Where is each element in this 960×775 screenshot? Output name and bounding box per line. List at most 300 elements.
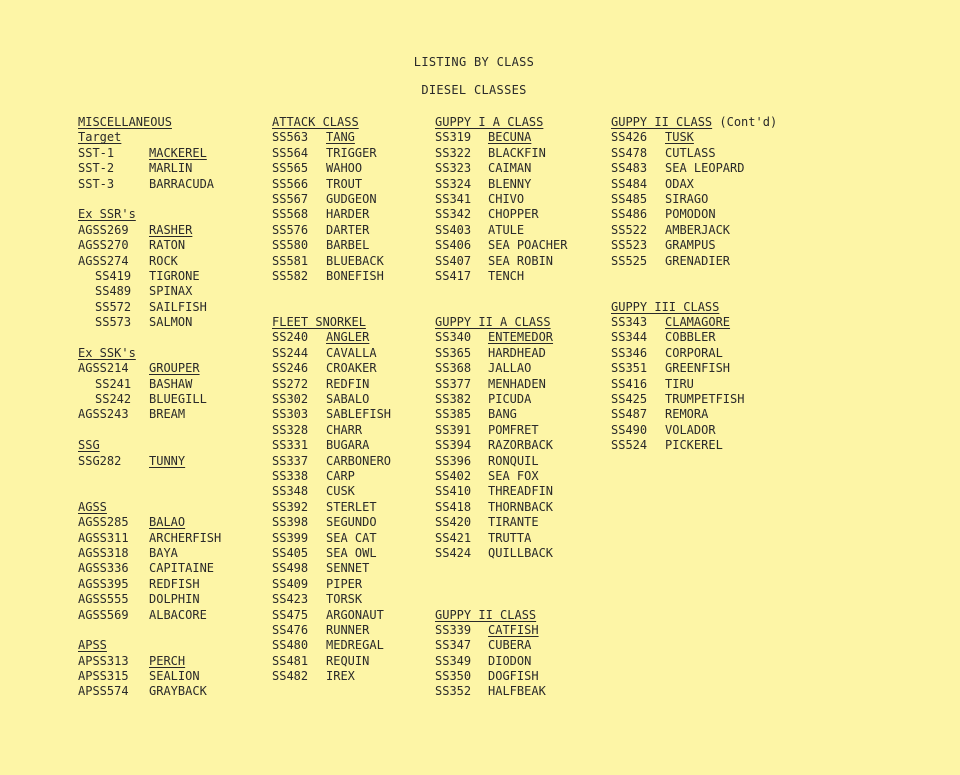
list-item — [611, 177, 777, 192]
section-header-text: GUPPY I A CLASS — [435, 115, 544, 129]
list-item — [435, 654, 551, 669]
hull-number: SS418 — [435, 499, 472, 514]
section-header-text: Target — [78, 130, 122, 145]
hull-number: SS421 — [435, 530, 472, 545]
hull-number: AGSS243 — [78, 407, 129, 422]
boat-name: CAIMAN — [488, 161, 532, 176]
section-header — [611, 115, 777, 130]
list-item — [78, 545, 178, 561]
boat-name: ALBACORE — [149, 607, 207, 622]
list-item — [272, 392, 370, 407]
boat-name: TIGRONE — [149, 268, 200, 283]
boat-name: SEA POACHER — [488, 238, 568, 253]
list-item — [435, 638, 551, 653]
boat-name: TENCH — [488, 268, 525, 283]
section-header — [78, 207, 172, 222]
section-header — [78, 438, 172, 453]
list-item — [78, 407, 186, 422]
hull-number: SS322 — [435, 145, 472, 160]
list-item — [272, 622, 370, 638]
list-item — [435, 377, 551, 392]
hull-number: AGSS555 — [78, 592, 129, 607]
hull-number: SS563 — [272, 130, 309, 145]
hull-number: SS485 — [611, 191, 648, 206]
list-item — [78, 653, 186, 669]
list-item — [435, 223, 551, 238]
list-item — [272, 191, 377, 207]
hull-number: SS324 — [435, 176, 472, 191]
boat-name: CATFISH — [488, 622, 539, 637]
list-item — [435, 454, 551, 469]
boat-name: DOGFISH — [488, 669, 539, 684]
hull-number: SS475 — [272, 607, 309, 622]
hull-number: SS341 — [435, 191, 472, 206]
boat-name: SPINAX — [149, 284, 193, 299]
boat-name: ODAX — [665, 176, 694, 191]
hull-number: SS480 — [272, 638, 309, 653]
boat-name: DIODON — [488, 653, 532, 668]
section-header — [78, 638, 172, 653]
list-item — [272, 653, 370, 669]
boat-name: GRENADIER — [665, 253, 731, 268]
hull-number: AGSS270 — [78, 238, 129, 253]
hull-number: SST-1 — [78, 145, 115, 160]
boat-name: SENNET — [326, 561, 370, 576]
boat-name: THORNBACK — [488, 499, 554, 514]
boat-name: CHIVO — [488, 191, 525, 206]
boat-name: AMBERJACK — [665, 222, 731, 237]
hull-number: SS478 — [611, 145, 648, 160]
hull-number: SS580 — [272, 238, 309, 253]
boat-name: RASHER — [149, 222, 193, 237]
list-item — [78, 253, 178, 269]
list-item — [435, 130, 551, 145]
boat-name: CLAMAGORE — [665, 315, 731, 330]
boat-name: POMFRET — [488, 422, 539, 437]
hull-number: SS405 — [272, 545, 309, 560]
list-item — [611, 392, 777, 407]
list-item — [78, 576, 200, 592]
column-miscellaneous — [78, 115, 222, 700]
hull-number: SS482 — [272, 669, 309, 684]
hull-number: SS340 — [435, 330, 472, 345]
boat-name: TUNNY — [149, 453, 186, 468]
hull-number: APSS313 — [78, 653, 129, 668]
hull-number: SS481 — [272, 653, 309, 668]
hull-number: SS244 — [272, 345, 309, 360]
hull-number: SST-2 — [78, 161, 115, 176]
column-attack-fleet — [272, 115, 392, 684]
list-item — [78, 284, 193, 299]
boat-name: CHOPPER — [488, 207, 539, 222]
list-item — [611, 192, 777, 207]
hull-number: SS337 — [272, 453, 309, 468]
list-item — [78, 361, 200, 376]
hull-number: SS525 — [611, 253, 648, 268]
hull-number: SS409 — [272, 576, 309, 591]
list-item — [272, 222, 370, 238]
list-item — [435, 499, 554, 515]
section-header-text: APSS — [78, 638, 107, 653]
list-item — [78, 561, 215, 576]
hull-number: SS323 — [435, 161, 472, 176]
section-header — [78, 130, 172, 145]
list-item — [611, 254, 777, 269]
boat-name: CROAKER — [326, 361, 377, 376]
boat-name: RONQUIL — [488, 453, 539, 468]
blank-line — [78, 469, 172, 484]
hull-number: SS272 — [272, 376, 309, 391]
hull-number: SS522 — [611, 222, 648, 237]
boat-name: CHARR — [326, 422, 363, 437]
blank-line — [435, 300, 551, 315]
hull-number: SS565 — [272, 161, 309, 176]
boat-name: JALLAO — [488, 361, 532, 376]
hull-number: AGSS336 — [78, 561, 129, 576]
section-header-text: MISCELLANEOUS — [78, 115, 172, 129]
hull-number: SS339 — [435, 622, 472, 637]
hull-number: SS483 — [611, 161, 648, 176]
blank-line — [435, 284, 551, 299]
list-item — [78, 176, 215, 192]
hull-number: SS302 — [272, 392, 309, 407]
boat-name: THREADFIN — [488, 484, 554, 499]
hull-number: SS377 — [435, 376, 472, 391]
list-item — [272, 238, 370, 253]
list-item — [272, 145, 377, 161]
hull-number: SS382 — [435, 392, 472, 407]
list-item — [435, 146, 551, 161]
list-item — [435, 192, 551, 207]
boat-name: STERLET — [326, 499, 377, 514]
section-header-text: GUPPY III CLASS — [611, 299, 720, 314]
list-item — [611, 423, 777, 438]
boat-name: RAZORBACK — [488, 438, 554, 453]
boat-name: IREX — [326, 669, 355, 684]
hull-number: SS246 — [272, 361, 309, 376]
list-item — [78, 161, 193, 176]
list-item — [78, 515, 186, 530]
list-item — [272, 438, 370, 453]
blank-line — [435, 592, 551, 607]
list-item — [272, 423, 366, 438]
blank-line — [611, 284, 777, 299]
list-item — [78, 592, 200, 607]
boat-name: ARGONAUT — [326, 607, 384, 622]
hull-number: SS349 — [435, 653, 472, 668]
hull-number: SS319 — [435, 130, 472, 145]
boat-name: CARBONERO — [326, 453, 392, 468]
hull-number: SS303 — [272, 407, 309, 422]
boat-name: PERCH — [149, 653, 186, 668]
list-item — [435, 423, 551, 438]
section-header — [272, 315, 366, 330]
section-header-text: Ex SSK's — [78, 345, 136, 360]
list-item — [435, 531, 551, 546]
list-item — [272, 376, 370, 392]
boat-name: TRUMPETFISH — [665, 392, 745, 407]
boat-name: TIRU — [665, 376, 694, 391]
section-header-text: GUPPY II CLASS — [611, 115, 713, 129]
list-item — [435, 484, 554, 499]
hull-number: SS419 — [95, 268, 132, 283]
boat-name: SEGUNDO — [326, 515, 377, 530]
list-item — [272, 453, 392, 469]
hull-number: SS399 — [272, 530, 309, 545]
list-item — [272, 161, 366, 176]
list-item — [435, 623, 551, 638]
hull-number: SSG282 — [78, 453, 122, 468]
list-item — [611, 238, 777, 253]
list-item — [272, 592, 366, 607]
boat-name: QUILLBACK — [488, 545, 554, 560]
list-item — [272, 561, 370, 576]
list-item — [611, 130, 777, 145]
hull-number: SS416 — [611, 376, 648, 391]
list-item — [78, 453, 186, 469]
hull-number: SS392 — [272, 499, 309, 514]
boat-name: BLENNY — [488, 176, 532, 191]
hull-number: SS568 — [272, 207, 309, 222]
blank-line — [78, 192, 172, 207]
hull-number: SS391 — [435, 422, 472, 437]
hull-number: SS576 — [272, 222, 309, 237]
list-item — [435, 207, 551, 222]
blank-line — [78, 623, 172, 638]
boat-name: TRIGGER — [326, 145, 377, 160]
hull-number: SS582 — [272, 268, 309, 283]
boat-name: REMORA — [665, 407, 709, 422]
list-item — [611, 223, 777, 238]
hull-number: SS343 — [611, 315, 648, 330]
list-item — [611, 346, 777, 361]
list-item — [435, 361, 551, 376]
boat-name: PICKEREL — [665, 438, 723, 453]
blank-line — [272, 300, 366, 315]
hull-number: AGSS214 — [78, 361, 129, 376]
hull-number: SS348 — [272, 484, 309, 499]
list-item — [78, 299, 207, 315]
list-item — [78, 145, 207, 161]
hull-number: SS487 — [611, 407, 648, 422]
hull-number: SS581 — [272, 253, 309, 268]
hull-number: AGSS569 — [78, 607, 129, 622]
boat-name: GUDGEON — [326, 191, 377, 206]
hull-number: SS368 — [435, 361, 472, 376]
hull-number: SS394 — [435, 438, 472, 453]
boat-name: HARDHEAD — [488, 345, 546, 360]
boat-name: CUTLASS — [665, 145, 716, 160]
hull-number: SS350 — [435, 669, 472, 684]
boat-name: SIRAGO — [665, 191, 709, 206]
boat-name: ENTEMEDOR — [488, 330, 554, 345]
list-item — [272, 361, 377, 376]
section-header-text: FLEET SNORKEL — [272, 315, 366, 330]
hull-number: SST-3 — [78, 176, 115, 191]
hull-number: AGSS318 — [78, 545, 129, 560]
hull-number: SS486 — [611, 207, 648, 222]
hull-number: SS344 — [611, 330, 648, 345]
boat-name: BASHAW — [149, 376, 193, 391]
hull-number: SS406 — [435, 238, 472, 253]
boat-name: RUNNER — [326, 622, 370, 637]
boat-name: RATON — [149, 238, 186, 253]
hull-number: SS572 — [95, 299, 132, 314]
list-item — [435, 330, 554, 345]
hull-number: SS242 — [95, 392, 132, 407]
list-item — [435, 515, 551, 530]
boat-name: POMODON — [665, 207, 716, 222]
hull-number: SS331 — [272, 438, 309, 453]
hull-number: SS342 — [435, 207, 472, 222]
boat-name: VOLADOR — [665, 422, 716, 437]
section-header — [435, 315, 551, 330]
blank-line — [78, 423, 172, 438]
list-item — [272, 268, 384, 284]
list-item — [78, 376, 193, 392]
boat-name: BALAO — [149, 515, 186, 530]
hull-number: SS385 — [435, 407, 472, 422]
boat-name: BARBEL — [326, 238, 370, 253]
list-item — [78, 315, 193, 330]
boat-name: CUBERA — [488, 638, 532, 653]
page-title: LISTING BY CLASS — [413, 55, 535, 69]
blank-line — [78, 484, 172, 499]
boat-name: ROCK — [149, 253, 178, 268]
list-item — [435, 669, 551, 684]
hull-number: SS490 — [611, 422, 648, 437]
boat-name: CAVALLA — [326, 345, 377, 360]
boat-name: TORSK — [326, 592, 363, 607]
hull-number: SS424 — [435, 545, 472, 560]
list-item — [611, 407, 777, 422]
list-item — [435, 161, 551, 176]
list-item — [435, 684, 551, 699]
hull-number: SS484 — [611, 176, 648, 191]
boat-name: ATULE — [488, 222, 525, 237]
hull-number: SS328 — [272, 422, 309, 437]
boat-name: BONEFISH — [326, 268, 384, 283]
list-item — [435, 269, 551, 284]
boat-name: SEA OWL — [326, 545, 377, 560]
list-item — [272, 330, 370, 345]
list-item — [78, 222, 193, 238]
section-header-text: GUPPY II A CLASS — [435, 315, 551, 330]
boat-name: CARP — [326, 468, 355, 483]
section-header-text: Ex SSR's — [78, 207, 136, 222]
boat-name: DOLPHIN — [149, 592, 200, 607]
hull-number: AGSS395 — [78, 576, 129, 591]
list-item — [272, 253, 384, 269]
hull-number: SS365 — [435, 345, 472, 360]
list-item — [272, 545, 377, 561]
boat-name: SALMON — [149, 315, 193, 330]
boat-name: REDFIN — [326, 376, 370, 391]
hull-number: SS566 — [272, 176, 309, 191]
boat-name: BUGARA — [326, 438, 370, 453]
list-item — [611, 207, 777, 222]
list-item — [272, 130, 366, 145]
hull-number: SS241 — [95, 376, 132, 391]
hull-number: SS346 — [611, 345, 648, 360]
list-item — [435, 346, 551, 361]
boat-name: SEA ROBIN — [488, 253, 554, 268]
hull-number: SS498 — [272, 561, 309, 576]
hull-number: SS423 — [272, 592, 309, 607]
list-item — [78, 530, 222, 546]
boat-name: TROUT — [326, 176, 363, 191]
list-item — [435, 438, 554, 453]
boat-name: COBBLER — [665, 330, 716, 345]
hull-number: SS410 — [435, 484, 472, 499]
hull-number: SS402 — [435, 468, 472, 483]
boat-name: CUSK — [326, 484, 355, 499]
hull-number: SS425 — [611, 392, 648, 407]
section-header — [435, 608, 551, 623]
section-header-text: AGSS — [78, 499, 107, 514]
boat-name: HALFBEAK — [488, 684, 546, 699]
boat-name: BLUEGILL — [149, 392, 207, 407]
blank-line — [435, 561, 551, 576]
hull-number: SS398 — [272, 515, 309, 530]
boat-name: MACKEREL — [149, 145, 207, 160]
boat-name: SAILFISH — [149, 299, 207, 314]
hull-number: APSS574 — [78, 684, 129, 699]
boat-name: TRUTTA — [488, 530, 532, 545]
blank-line — [435, 577, 551, 592]
boat-name: GRAMPUS — [665, 238, 716, 253]
hull-number: SS524 — [611, 438, 648, 453]
boat-name: BAYA — [149, 545, 178, 560]
boat-name: MENHADEN — [488, 376, 546, 391]
boat-name: REQUIN — [326, 653, 370, 668]
list-item — [272, 515, 377, 530]
boat-name: BLACKFIN — [488, 145, 546, 160]
list-item — [435, 392, 551, 407]
boat-name: BECUNA — [488, 130, 532, 145]
boat-name: SABLEFISH — [326, 407, 392, 422]
list-item — [78, 607, 207, 623]
boat-name: SABALO — [326, 392, 370, 407]
list-item — [611, 377, 777, 392]
boat-name: MARLIN — [149, 161, 193, 176]
boat-name: TIRANTE — [488, 515, 539, 530]
boat-name: CAPITAINE — [149, 561, 215, 576]
boat-name: ANGLER — [326, 330, 370, 345]
section-header — [78, 115, 172, 130]
list-item — [611, 438, 777, 453]
boat-name: SEA FOX — [488, 468, 539, 483]
section-header-text: GUPPY II CLASS — [435, 607, 537, 622]
list-item — [272, 638, 384, 653]
boat-name: TANG — [326, 130, 355, 145]
list-item — [272, 607, 384, 623]
boat-name: REDFISH — [149, 576, 200, 591]
boat-name: BANG — [488, 407, 517, 422]
hull-number: SS573 — [95, 315, 132, 330]
hull-number: SS420 — [435, 515, 472, 530]
section-header — [611, 300, 777, 315]
boat-name: HARDER — [326, 207, 370, 222]
list-item — [272, 345, 377, 361]
list-item — [272, 530, 377, 546]
section-header — [272, 115, 366, 130]
list-item — [272, 484, 366, 499]
list-item — [272, 669, 366, 684]
list-item — [272, 577, 366, 592]
boat-name: PICUDA — [488, 392, 532, 407]
list-item — [78, 669, 200, 684]
